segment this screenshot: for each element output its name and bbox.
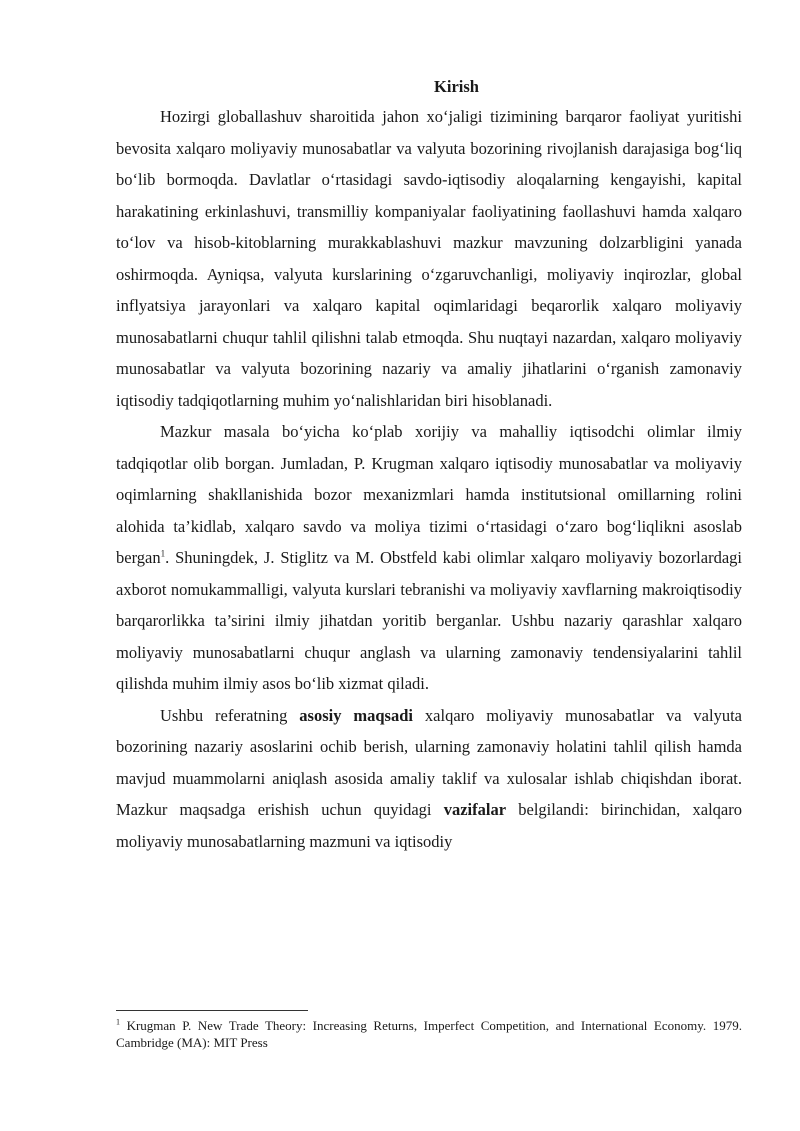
footnote	[116, 1018, 742, 1051]
paragraph-literature-part-2: . Shuningdek, J. Stiglitz va M. Obstfeld kabi olimlar xalqaro moliyaviy bozorlardagi axborot nomukammalligi, valyuta kurslari tebranishi va moliyaviy xavflarning makroiqtisodiy barqarorlikka ta’sirini ilmiy jihatdan yoritib berganlar. Ushbu nazariy qarashlar xalqaro moliyaviy munosabatlarni chuqur anglash va ularning zamonaviy tendensiyalarini tahlil qilishda muhim ilmiy asos bo‘lib xizmat qiladi.	[116, 548, 742, 693]
paragraph-aim-part-1: Ushbu referatning	[160, 705, 300, 725]
footnote-separator	[116, 1010, 308, 1011]
bold-term-tasks: vazifalar	[443, 800, 507, 819]
paragraph-aim-part-3: belgilandi: birinchidan, xalqaro moliyaviy munosabatlarning mazmuni va iqtisodiy	[116, 800, 742, 851]
paragraph-literature	[116, 416, 742, 700]
footnote-reference[interactable]: 1	[160, 548, 166, 559]
paragraph-literature-part-1: Mazkur masala bo‘yicha ko‘plab xorijiy va mahalliy iqtisodchi olimlar ilmiy tadqiqotlar olib borgan. Jumladan, P. Krugman xalqaro iqtisodiy munosabatlar va moliyaviy oqimlarning shakllanishida bozor mexanizmlari hamda institutsional omillarning rolini alohida ta’kidlab, xalqaro savdo va moliya tizimi o‘rtasidagi o‘zaro bog‘liqlikni asoslab bergan	[116, 422, 742, 567]
page-title: Kirish	[434, 77, 479, 96]
paragraph-intro: Hozirgi globallashuv sharoitida jahon xo‘jaligi tizimining barqaror faoliyat yuritishi bevosita xalqaro moliyaviy munosabatlar va valyuta bozorining rivojlanish darajasiga bog‘liq bo‘lib bormoqda. Davlatlar o‘rtasidagi savdo-iqtisodiy aloqalarning kengayishi, kapital harakatining erkinlashuvi, transmilliy kompaniyalar faoliyatining faollashuvi hamda xalqaro to‘lov va hisob-kitoblarning murakkablashuvi mazkur mavzuning dolzarbligini yanada oshirmoqda. Ayniqsa, valyuta kurslarining o‘zgaruvchanligi, moliyaviy inqirozlar, global inflyatsiya jarayonlari va xalqaro kapital oqimlaridagi beqarorlik xalqaro moliyaviy munosabatlarni chuqur tahlil qilishni talab etmoqda. Shu nuqtayi nazardan, xalqaro moliyaviy munosabatlar va valyuta bozorining nazariy va amaliy jihatlarini o‘rganish zamonaviy iqtisodiy tadqiqotlarning muhim yo‘nalishlaridan biri hisoblanadi.	[116, 107, 742, 410]
document-body	[116, 73, 742, 857]
paragraph-aim	[116, 700, 742, 858]
footnote-text: Krugman P. New Trade Theory: Increasing Returns, Imperfect Competition, and International Economy. 1979. Cambridge (MA): MIT Press	[116, 1018, 742, 1050]
paragraph-aim-part-2: xalqaro moliyaviy munosabatlar va valyuta bozorining nazariy asoslarini ochib berish, ularning zamonaviy holatini tahlil qilish hamda mavjud muammolarni aniqlash asosida amaliy taklif va xulosalar ishlab chiqishdan iborat. Mazkur maqsadga erishish uchun quyidagi	[116, 705, 742, 819]
bold-term-main-aim: asosiy maqsadi	[299, 705, 413, 725]
footnote-number: 1	[116, 1017, 120, 1027]
